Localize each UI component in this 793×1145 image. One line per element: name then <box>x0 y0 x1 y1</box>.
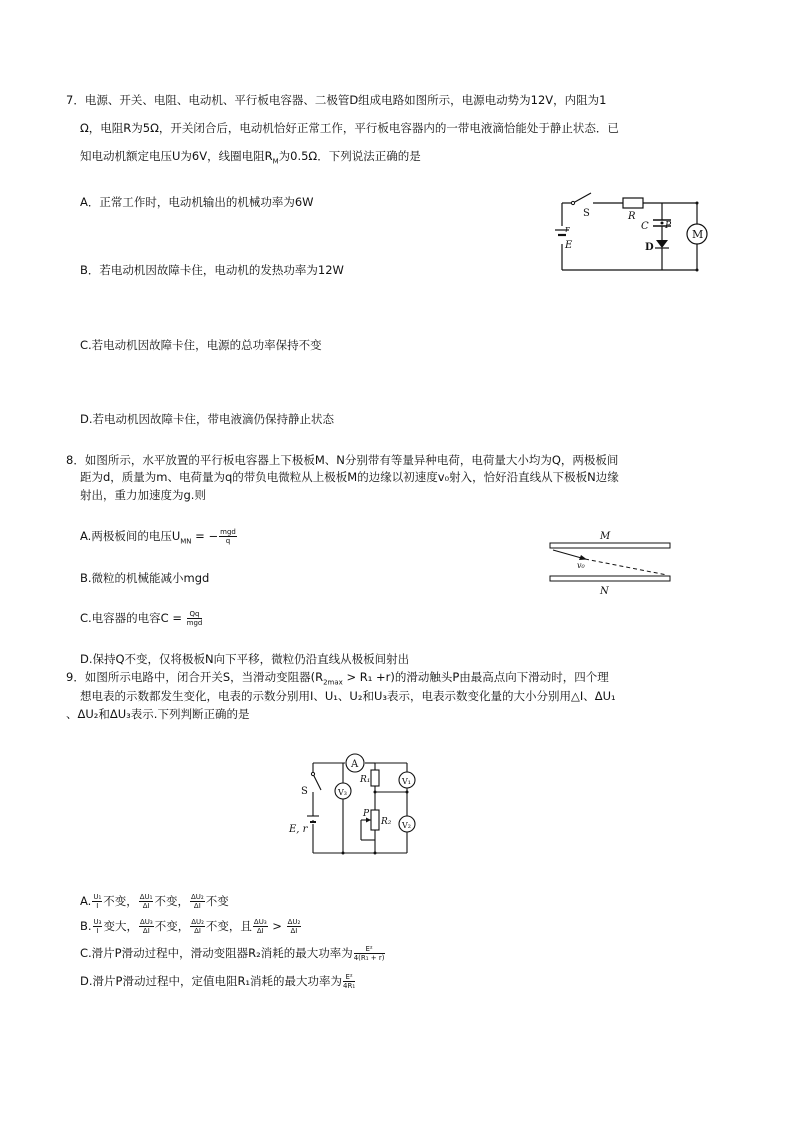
q7-option-c: C.若电动机因故障卡住，电源的总功率保持不变 <box>80 338 322 352</box>
q8-option-a: A.两极板间的电压$U_{MN}$ = − mgd q <box>80 528 236 546</box>
q9-label-s: S <box>301 786 308 797</box>
q7-label-s: S <box>583 208 590 219</box>
q8-plate-n <box>550 576 670 581</box>
q7-label-e: E <box>565 240 573 251</box>
q9-label-r2: R₂ <box>381 817 392 827</box>
q7-option-d: D.若电动机因故障卡住，带电液滴仍保持静止状态 <box>80 412 335 426</box>
q9-option-c: C.滑片P滑动过程中，滑动变阻器R₂消耗的最大功率为 $\frac{\text{E²}}{\text{4(R₁ + r)}}$ <box>80 945 385 962</box>
q8-capacitor-diagram <box>545 528 675 596</box>
q8-option-b: B.微粒的机械能减小mgd <box>80 571 210 585</box>
q7-label-m: M <box>692 228 704 241</box>
q7-stem-line2: Ω，电阻R为5Ω，开关闭合后，电动机恰好正常工作，平行板电容器内的一带电液滴恰能处于静止状态．已 <box>80 121 619 135</box>
q9-rheostat-r2 <box>371 810 379 830</box>
q7-option-b: B．若电动机因故障卡住，电动机的发热功率为12W <box>80 263 344 277</box>
q9-resistor-r1 <box>371 770 379 786</box>
q7-resistor-r <box>623 198 643 208</box>
q7-label-internal-r: r <box>565 225 570 235</box>
q9-stem-line2: 想电表的示数都发生变化，电表的示数分别用I、U₁、U₂和U₃表示，电表示数变化量的大小分别用△I、ΔU₁ <box>80 689 616 703</box>
q9-label-p: P <box>363 809 370 819</box>
q9-circuit-diagram <box>285 748 425 858</box>
q8-stem-line3: 射出，重力加速度为g.则 <box>80 488 206 502</box>
q7-circuit-diagram <box>545 188 725 283</box>
q9-label-v3: V₃ <box>338 788 347 797</box>
q9-stem-line1: 9．如图所示电路中，闭合开关S，当滑动变阻器$(R_{2max} > R_1 +r)$的滑动触头P由最高点向下滑动时，四个理 <box>66 670 609 687</box>
q8-stem-line1: 8．如图所示，水平放置的平行板电容器上下极板M、N分别带有等量异种电荷，电荷量大小均为Q，两极板间 <box>66 453 619 467</box>
q9-label-v2: V₂ <box>402 821 411 830</box>
q9-stem-line3: 、ΔU₂和ΔU₃表示.下列判断正确的是 <box>66 707 250 721</box>
q9-switch <box>313 774 321 790</box>
q8-option-c: C.电容器的电容C = Qq mgd <box>80 610 203 627</box>
q7-label-c: C <box>641 221 649 232</box>
q7-option-a: A．正常工作时，电动机输出的机械功率为6W <box>80 195 314 209</box>
q7-stem-line1: 7．电源、开关、电阻、电动机、平行板电容器、二极管D组成电路如图所示，电源电动势为12V，内阻为1 <box>66 93 607 107</box>
q9-option-a: A. $\frac{\text{U₁}}{I}$ 不变， $\frac{\text{ΔU₁}}{\Delta I}$ 不变， $\frac{\text{ΔU₂}}{\Delta I}$ 不变 <box>80 893 229 910</box>
q7-label-d: D <box>645 242 654 253</box>
q7-label-p: P <box>665 221 672 231</box>
q9-label-er: E, r <box>289 824 308 835</box>
q7-label-r: R <box>628 211 636 222</box>
q8-stem-line2: 距为d，质量为m、电荷量为q的带负电微粒从上极板M的边缘以初速度v₀射入，恰好沿直线从下极板N边缘 <box>80 470 619 484</box>
q7-stem-line3: 知电动机额定电压U为6V，线圈电阻$R_M$为0.5Ω．下列说法正确的是 <box>80 149 421 166</box>
q8-label-v0: v₀ <box>577 561 585 570</box>
q8-option-d: D.保持Q不变，仅将极板N向下平移，微粒仍沿直线从极板间射出 <box>80 652 410 666</box>
q9-option-b: B. $\frac{\text{U₃}}{I}$ 变大， $\frac{\text{ΔU₃}}{\Delta I}$ 不变， $\frac{\text{ΔU₂}}{\Delta I}$ 不变，且 $\frac{\text{ΔU₃}}{\Delta I}$ > $\frac{\text{ΔU₂}}{\Delta I}$ <box>80 918 301 935</box>
q7-switch <box>573 193 591 203</box>
q8-plate-m <box>550 543 670 548</box>
q9-label-a: A <box>351 759 359 770</box>
q9-label-r1: R₁ <box>360 775 371 785</box>
q8-label-m: M <box>600 531 611 542</box>
q9-option-d: D.滑片P滑动过程中，定值电阻R₁消耗的最大功率为 $\frac{\text{E²}}{\text{4R₁}}$ <box>80 973 356 990</box>
q9-label-v1: V₁ <box>402 777 411 786</box>
q7-diode <box>656 240 668 248</box>
q8-label-n: N <box>600 586 609 597</box>
